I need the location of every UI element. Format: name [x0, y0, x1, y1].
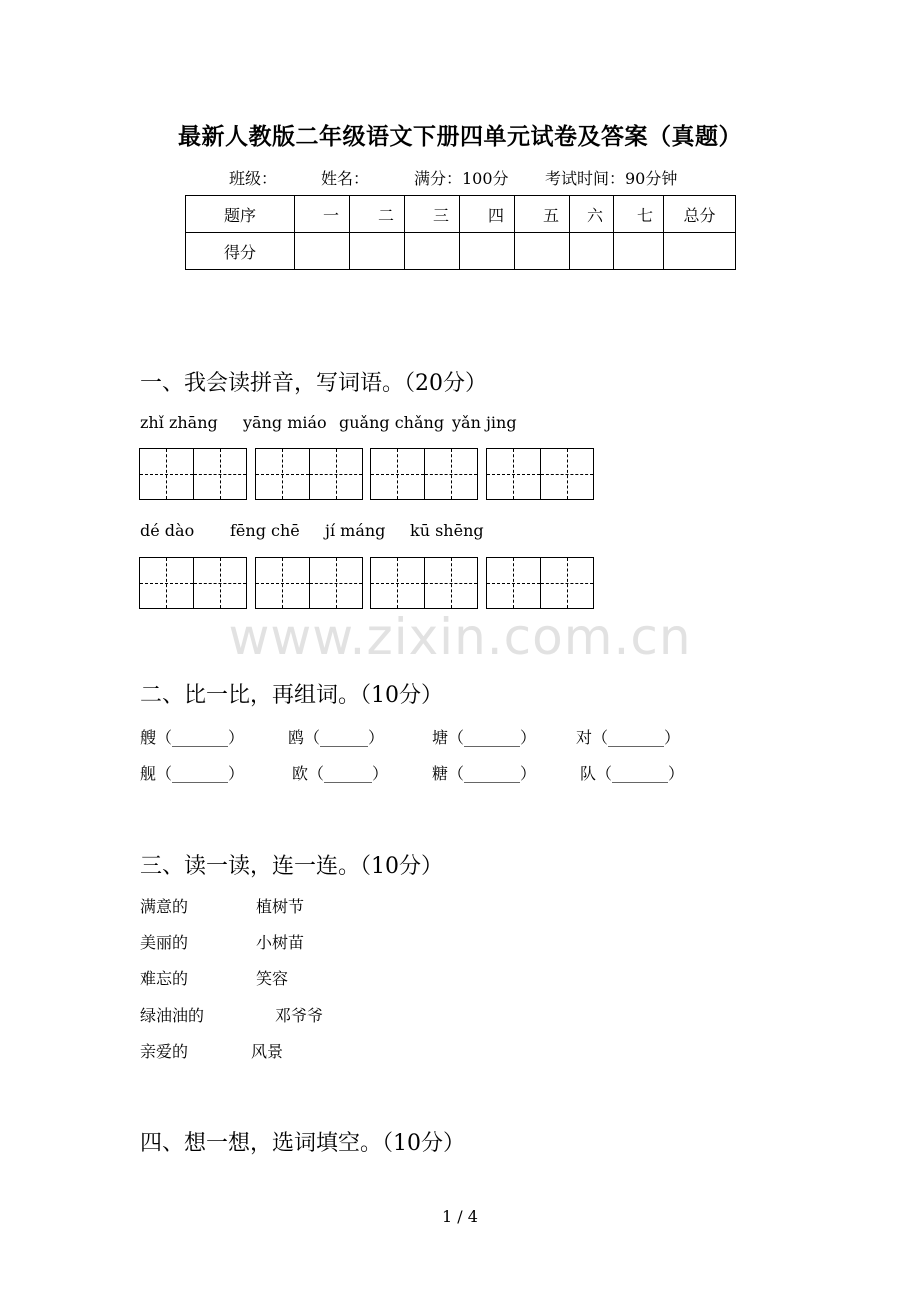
- writing-cell[interactable]: [424, 449, 477, 499]
- match-right-item: 笑容: [256, 969, 289, 988]
- writing-cell[interactable]: [193, 449, 246, 499]
- score-col-6: 六: [570, 196, 614, 233]
- writing-grid[interactable]: [139, 448, 247, 500]
- writing-cell[interactable]: [256, 449, 309, 499]
- writing-grid[interactable]: [255, 448, 363, 500]
- exam-time-label: 考试时间：90分钟: [545, 169, 678, 188]
- writing-cell[interactable]: [487, 449, 540, 499]
- writing-cell[interactable]: [371, 449, 424, 499]
- full-score-label: 满分：100分: [414, 169, 509, 188]
- score-table-row2-label: 得分: [186, 233, 295, 270]
- match-left-item: 满意的: [140, 897, 189, 916]
- writing-cell[interactable]: [309, 449, 362, 499]
- watermark: www.zixin.com.cn: [228, 608, 692, 666]
- writing-grid[interactable]: [139, 557, 247, 609]
- pinyin-1: zhǐ zhāng: [140, 413, 218, 432]
- word-compare-item: 鸥（______）: [288, 728, 385, 747]
- word-compare-item: 塘（_______）: [432, 728, 537, 747]
- score-cell[interactable]: [664, 233, 736, 270]
- writing-cell[interactable]: [424, 558, 477, 608]
- score-table: [185, 195, 736, 270]
- match-right-item: 风景: [251, 1042, 284, 1061]
- score-cell[interactable]: [405, 233, 460, 270]
- writing-cell[interactable]: [140, 449, 193, 499]
- score-table-score-row: [186, 233, 736, 270]
- match-left-item: 难忘的: [140, 969, 189, 988]
- pinyin-4: yǎn jing: [452, 413, 517, 432]
- score-col-3: 三: [405, 196, 460, 233]
- match-right-item: 植树节: [256, 897, 305, 916]
- pinyin-3: guǎng chǎng: [339, 413, 445, 432]
- writing-cell[interactable]: [256, 558, 309, 608]
- writing-cell[interactable]: [487, 558, 540, 608]
- match-left-item: 亲爱的: [140, 1042, 189, 1061]
- score-col-4: 四: [460, 196, 515, 233]
- score-cell[interactable]: [515, 233, 570, 270]
- score-col-1: 一: [295, 196, 350, 233]
- document-title: 最新人教版二年级语文下册四单元试卷及答案（真题）: [178, 123, 742, 150]
- match-right-item: 邓爷爷: [275, 1006, 324, 1025]
- writing-grid[interactable]: [255, 557, 363, 609]
- word-compare-item: 艘（_______）: [140, 728, 245, 747]
- score-cell[interactable]: [350, 233, 405, 270]
- pinyin-8: kū shēng: [410, 521, 484, 540]
- score-col-5: 五: [515, 196, 570, 233]
- score-cell[interactable]: [460, 233, 515, 270]
- score-cell[interactable]: [295, 233, 350, 270]
- writing-cell[interactable]: [371, 558, 424, 608]
- match-left-item: 美丽的: [140, 933, 189, 952]
- writing-grid[interactable]: [486, 557, 594, 609]
- section-2-title: 二、比一比，再组词。（10分）: [140, 683, 443, 708]
- word-compare-item: 舰（_______）: [140, 764, 245, 783]
- word-compare-item: 糖（_______）: [432, 764, 537, 783]
- writing-cell[interactable]: [309, 558, 362, 608]
- name-label: 姓名：: [321, 169, 370, 188]
- writing-grid[interactable]: [486, 448, 594, 500]
- score-cell[interactable]: [614, 233, 664, 270]
- writing-cell[interactable]: [540, 449, 593, 499]
- writing-grid[interactable]: [370, 557, 478, 609]
- score-table-header-row: [186, 196, 736, 233]
- word-compare-item: 队（_______）: [580, 764, 685, 783]
- match-left-item: 绿油油的: [140, 1006, 205, 1025]
- writing-cell[interactable]: [140, 558, 193, 608]
- score-table-row1-label: 题序: [186, 196, 295, 233]
- page-number: 1 / 4: [442, 1207, 478, 1226]
- word-compare-item: 对（_______）: [576, 728, 681, 747]
- pinyin-7: jí máng: [325, 521, 386, 540]
- pinyin-5: dé dào: [140, 521, 195, 540]
- score-col-2: 二: [350, 196, 405, 233]
- score-col-total: 总分: [664, 196, 736, 233]
- section-3-title: 三、读一读，连一连。（10分）: [140, 854, 443, 879]
- pinyin-2: yāng miáo: [243, 413, 327, 432]
- writing-grid[interactable]: [370, 448, 478, 500]
- section-1-title: 一、我会读拼音，写词语。（20分）: [140, 371, 487, 396]
- score-col-7: 七: [614, 196, 664, 233]
- match-right-item: 小树苗: [256, 933, 305, 952]
- writing-cell[interactable]: [540, 558, 593, 608]
- writing-cell[interactable]: [193, 558, 246, 608]
- word-compare-item: 欧（______）: [292, 764, 389, 783]
- section-4-title: 四、想一想，选词填空。（10分）: [140, 1131, 465, 1156]
- class-label: 班级：: [229, 169, 278, 188]
- score-cell[interactable]: [570, 233, 614, 270]
- pinyin-6: fēng chē: [230, 521, 300, 540]
